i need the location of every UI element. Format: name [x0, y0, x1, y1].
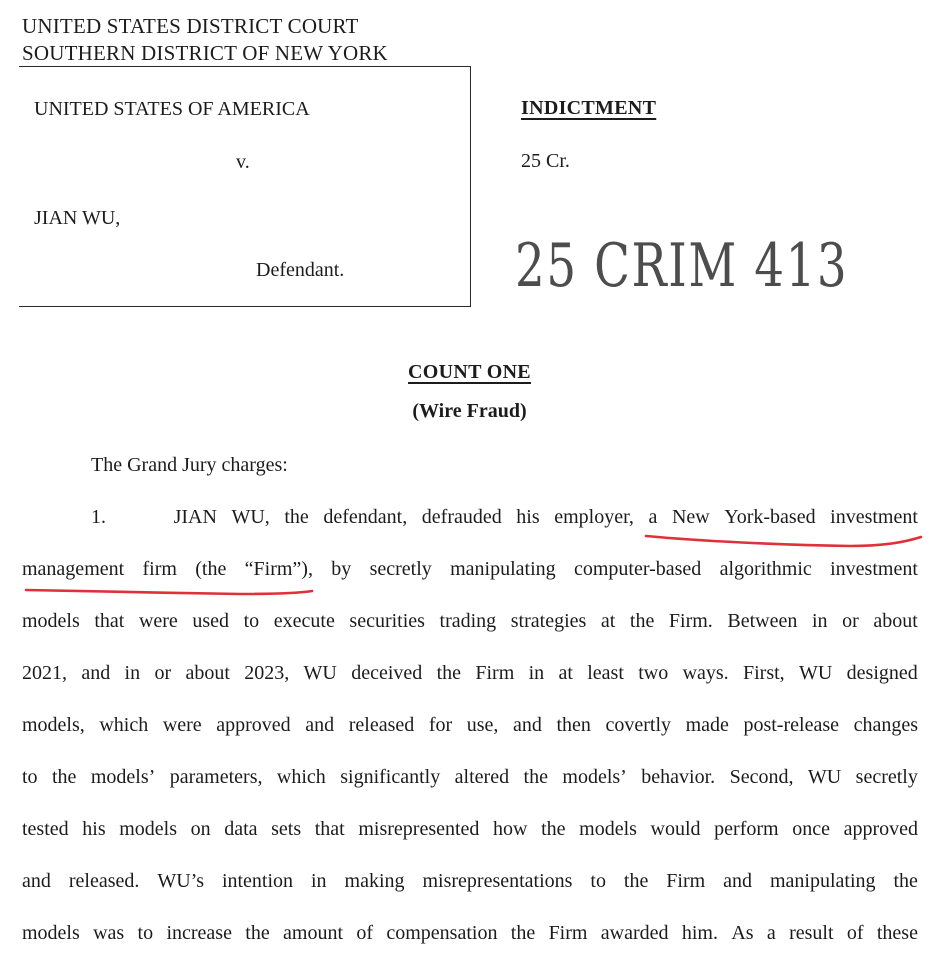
paragraph-line: [22, 921, 918, 945]
word: about: [185, 662, 230, 684]
word: covertly: [605, 714, 671, 736]
word: First,: [743, 662, 785, 684]
word: 2023,: [244, 662, 290, 684]
word: use,: [466, 714, 499, 736]
case-number-stamp: 25 CRIM 413: [515, 231, 849, 301]
word: WU’s: [157, 870, 204, 892]
word: Firm: [475, 662, 515, 684]
word: to: [22, 766, 38, 788]
word: increase: [166, 922, 232, 944]
word: Firm: [548, 922, 588, 944]
word: about: [873, 610, 918, 632]
word: two: [638, 662, 669, 684]
word: in: [528, 662, 545, 684]
word: Between: [727, 610, 798, 632]
word: defendant,: [323, 506, 408, 528]
word: was: [93, 922, 125, 944]
caption-defendant-label: Defendant.: [256, 259, 345, 281]
word: and: [723, 870, 753, 892]
word: models’: [562, 766, 627, 788]
word: models: [579, 818, 637, 840]
word: trading: [439, 610, 497, 632]
word: result: [789, 922, 834, 944]
word: perform: [714, 818, 779, 840]
word: in: [124, 662, 141, 684]
word: to: [243, 610, 260, 632]
word: in: [811, 610, 828, 632]
word: models: [22, 922, 80, 944]
word: and: [305, 714, 335, 736]
word: investment: [830, 558, 918, 580]
paragraph-line: [22, 713, 918, 737]
word: to: [137, 922, 154, 944]
document-title: INDICTMENT: [521, 97, 657, 119]
word: the: [523, 766, 548, 788]
word: securities: [349, 610, 425, 632]
word: the: [510, 922, 536, 944]
word: firm: [142, 558, 177, 580]
word: that: [314, 818, 345, 840]
word: these: [876, 922, 918, 944]
word: changes: [853, 714, 918, 736]
paragraph-line: [91, 505, 918, 529]
word: Second,: [729, 766, 794, 788]
word: manipulating: [770, 870, 876, 892]
word: were: [138, 610, 178, 632]
word: released.: [68, 870, 140, 892]
red-underline-stroke-2: [26, 590, 312, 594]
word: investment: [830, 506, 918, 528]
court-name-line-2: SOUTHERN DISTRICT OF NEW YORK: [22, 41, 388, 65]
word: computer-based: [573, 558, 702, 580]
word: a: [766, 922, 776, 944]
word: in: [311, 870, 327, 892]
word: amount: [283, 922, 344, 944]
word: models: [119, 818, 177, 840]
word: designed: [846, 662, 918, 684]
word: (the: [195, 558, 227, 580]
word: data: [224, 818, 258, 840]
word: or: [154, 662, 172, 684]
word: the: [436, 662, 462, 684]
word: management: [22, 558, 125, 580]
word: WU: [807, 766, 842, 788]
word: “Firm”),: [244, 558, 313, 580]
word: As: [731, 922, 754, 944]
word: the: [623, 870, 649, 892]
word: to: [590, 870, 606, 892]
word: secretly: [369, 558, 432, 580]
word: the: [52, 766, 77, 788]
word: 2021,: [22, 662, 67, 684]
word: the: [629, 610, 655, 632]
paragraph-line: [22, 557, 918, 581]
word: manipulating: [450, 558, 556, 580]
word: making: [344, 870, 405, 892]
word: intention: [221, 870, 294, 892]
case-number: 25 Cr.: [521, 150, 570, 172]
word: by: [331, 558, 352, 580]
word: the: [245, 922, 270, 944]
word: JIAN: [173, 506, 217, 528]
caption-plaintiff: UNITED STATES OF AMERICA: [34, 98, 310, 120]
word: execute: [273, 610, 335, 632]
word: secretly: [855, 766, 918, 788]
word: models,: [22, 714, 85, 736]
word: misrepresented: [358, 818, 480, 840]
word: behavior.: [641, 766, 716, 788]
word: significantly: [340, 766, 441, 788]
word: tested: [22, 818, 69, 840]
word: were: [162, 714, 202, 736]
caption-defendant-name: JIAN WU,: [34, 207, 121, 229]
word: approved: [216, 714, 291, 736]
word: for: [428, 714, 453, 736]
word: approved: [843, 818, 918, 840]
word: and: [22, 870, 51, 892]
word: a: [648, 506, 658, 528]
word: Firm.: [668, 610, 713, 632]
word: how: [493, 818, 528, 840]
word: post-release: [743, 714, 839, 736]
word: models: [22, 610, 80, 632]
word: algorithmic: [719, 558, 812, 580]
word: which: [99, 714, 149, 736]
word: the: [284, 506, 309, 528]
word: defrauded: [421, 506, 502, 528]
count-subtitle: (Wire Fraud): [412, 400, 527, 422]
word: models’: [90, 766, 156, 788]
word: Firm: [666, 870, 706, 892]
paragraph-line: [22, 869, 918, 893]
court-name-line-1: UNITED STATES DISTRICT COURT: [22, 14, 359, 38]
word: his: [82, 818, 106, 840]
intro-sentence: The Grand Jury charges:: [91, 454, 288, 476]
word: once: [792, 818, 830, 840]
word: the: [541, 818, 566, 840]
word: employer,: [554, 506, 634, 528]
word: used: [192, 610, 230, 632]
word: least: [587, 662, 624, 684]
word: him.: [681, 922, 718, 944]
word: which: [276, 766, 326, 788]
word: altered: [454, 766, 510, 788]
word: at: [600, 610, 616, 632]
word: sets: [271, 818, 302, 840]
word: misrepresentations: [422, 870, 573, 892]
word: of: [846, 922, 864, 944]
caption-versus: v.: [236, 151, 250, 173]
word: that: [94, 610, 125, 632]
word: New: [671, 506, 710, 528]
word: would: [650, 818, 701, 840]
word: parameters,: [169, 766, 263, 788]
word: or: [842, 610, 859, 632]
word: WU: [303, 662, 337, 684]
word: at: [558, 662, 573, 684]
paragraph-line: [22, 661, 918, 685]
word: the: [893, 870, 918, 892]
word: York-based: [724, 506, 816, 528]
paragraph-line: [22, 817, 918, 841]
word: deceived: [351, 662, 423, 684]
word: and: [81, 662, 111, 684]
word: then: [556, 714, 591, 736]
word: made: [685, 714, 729, 736]
word: compensation: [386, 922, 498, 944]
word: and: [512, 714, 542, 736]
word: strategies: [510, 610, 587, 632]
count-title: COUNT ONE: [408, 361, 531, 383]
red-underline-stroke-1: [646, 536, 921, 546]
word: of: [356, 922, 374, 944]
word: awarded: [600, 922, 669, 944]
paragraph-number: 1.: [91, 506, 106, 528]
paragraph-line: [22, 765, 918, 789]
word: WU,: [231, 506, 270, 528]
paragraph-line: [22, 609, 918, 633]
word: his: [516, 506, 540, 528]
word: released: [348, 714, 415, 736]
word: WU: [799, 662, 833, 684]
word: ways.: [682, 662, 729, 684]
word: on: [190, 818, 211, 840]
